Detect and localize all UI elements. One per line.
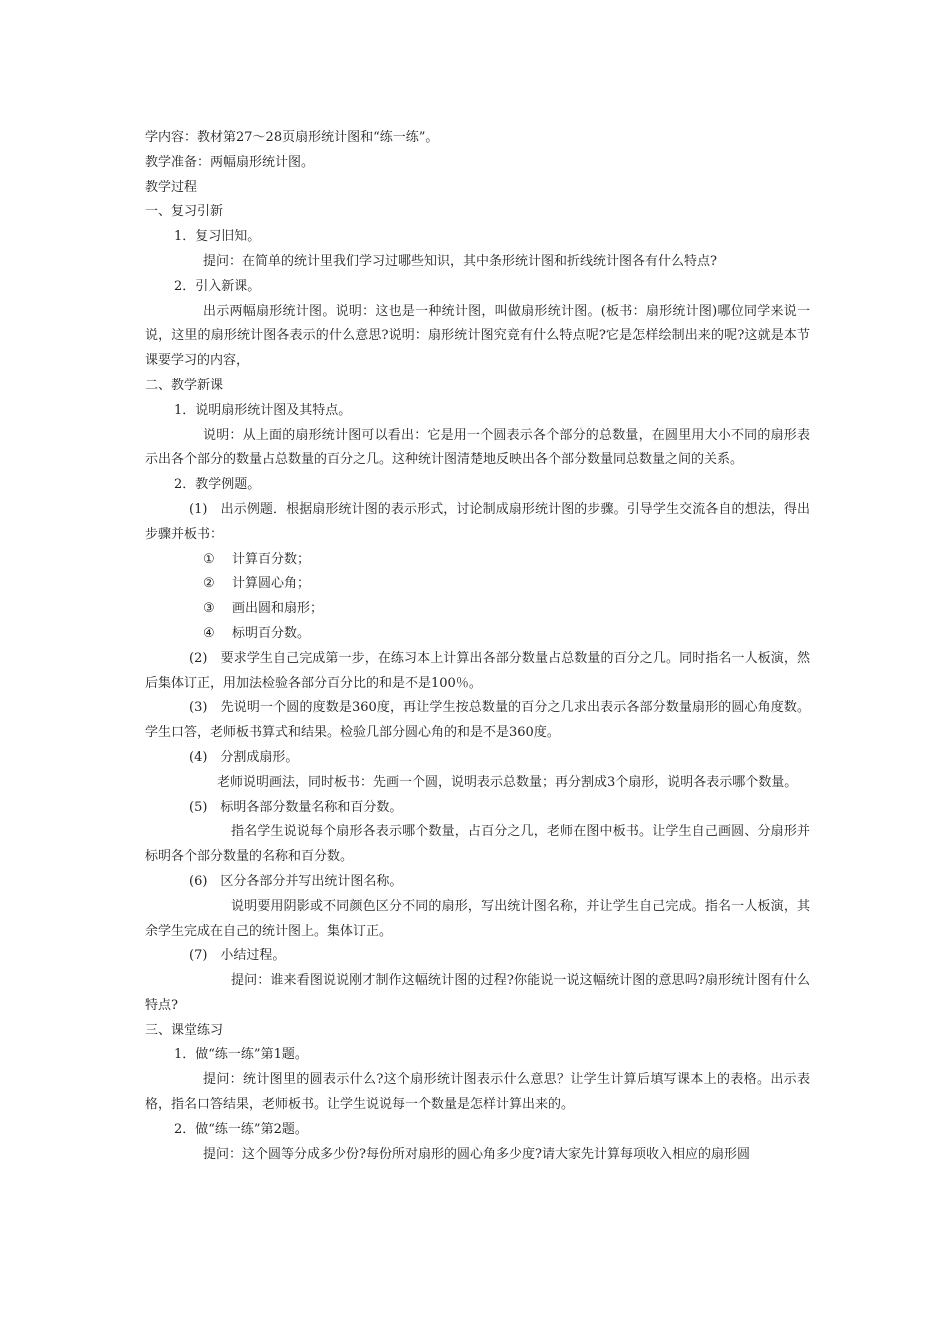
subsection-heading: 2．做“练一练”第2题。 bbox=[174, 1121, 308, 1137]
text-line: 教学准备：两幅扇形统计图。 bbox=[145, 154, 315, 170]
paragraph: (2) 要求学生自己完成第一步，在练习本上计算出各部分数量占总数量的百分之几。同时指名一人板演，然后集体订正，用加法检验各部分百分比的和是不是100％。 bbox=[145, 650, 810, 691]
section-heading: 一、复习引新 bbox=[145, 204, 224, 220]
step-text: 标明百分数。 bbox=[232, 625, 311, 641]
step-heading: (5) 标明各部分数量名称和百分数。 bbox=[189, 799, 403, 815]
paragraph: (1) 出示例题．根据扇形统计图的表示形式，讨论制成扇形统计图的步骤。引导学生交流各自的想法，得出步骤并板书： bbox=[145, 501, 810, 542]
step-heading: (6) 区分各部分并写出统计图名称。 bbox=[189, 873, 403, 889]
step-number: ③ bbox=[203, 601, 215, 617]
subsection-heading: 2．教学例题。 bbox=[174, 477, 261, 493]
section-heading: 三、课堂练习 bbox=[145, 1022, 224, 1038]
text-line: 学内容：教材第27～28页扇形统计图和“练一练”。 bbox=[145, 130, 439, 145]
step-text: 计算百分数； bbox=[232, 551, 311, 567]
text-line: 提问：在简单的统计里我们学习过哪些知识，其中条形统计图和折线统计图各有什么特点? bbox=[203, 253, 717, 269]
step-heading: (7) 小结过程。 bbox=[189, 948, 286, 964]
step-item bbox=[145, 572, 810, 597]
step-text: 计算圆心角； bbox=[232, 576, 311, 592]
step-number: ④ bbox=[203, 625, 215, 641]
section-heading: 教学过程 bbox=[145, 179, 198, 195]
subsection-heading: 2．引入新课。 bbox=[174, 278, 261, 294]
paragraph: 提问：谁来看图说说刚才制作这幅统计图的过程?你能说一说这幅统计图的意思吗?扇形统计图有什么特点? bbox=[145, 973, 810, 1013]
paragraph: 说明要用阴影或不同颜色区分不同的扇形，写出统计图名称，并让学生自己完成。指名一人板演，其余学生完成在自己的统计图上。集体订正。 bbox=[145, 898, 810, 939]
paragraph: 出示两幅扇形统计图。说明：这也是一种统计图，叫做扇形统计图。(板书：扇形统计图)哪位同学来说一说，这里的扇形统计图各表示的什么意思?说明：扇形统计图究竟有什么特点呢?它是怎样绘制出来的呢?这就是本节课要学习的内容， bbox=[145, 303, 810, 369]
paragraph: 指名学生说说每个扇形各表示哪个数量，占百分之几，老师在图中板书。让学生自己画圆、分扇形并标明各个部分数量的名称和百分数。 bbox=[145, 824, 810, 865]
paragraph: (3) 先说明一个圆的度数是360度，再让学生按总数量的百分之几求出表示各部分数量扇形的圆心角度数。学生口答，老师板书算式和结果。检验几部分圆心角的和是不是360度。 bbox=[145, 700, 810, 741]
subsection-heading: 1．做“练一练”第1题。 bbox=[174, 1047, 308, 1063]
subsection-heading: 1．复习旧知。 bbox=[174, 229, 261, 245]
document-body bbox=[145, 126, 810, 1167]
step-heading: (4) 分割成扇形。 bbox=[189, 749, 299, 765]
step-item bbox=[145, 548, 810, 573]
section-heading: 二、教学新课 bbox=[145, 377, 224, 393]
subsection-heading: 1．说明扇形统计图及其特点。 bbox=[174, 402, 352, 418]
paragraph: 老师说明画法，同时板书：先画一个圆，说明表示总数量；再分割成3个扇形，说明各表示哪个数量。 bbox=[217, 774, 798, 790]
step-item bbox=[145, 622, 810, 647]
step-number: ② bbox=[203, 576, 215, 592]
paragraph: 说明：从上面的扇形统计图可以看出：它是用一个圆表示各个部分的总数量，在圆里用大小不同的扇形表示出各个部分的数量占总数量的百分之几。这种统计图清楚地反映出各个部分数量同总数量之间的关系。 bbox=[145, 427, 810, 468]
step-text: 画出圆和扇形； bbox=[232, 601, 324, 617]
paragraph: 提问：统计图里的圆表示什么?这个扇形统计图表示什么意思？让学生计算后填写课本上的表格。出示表格，指名口答结果，老师板书。让学生说说每一个数量是怎样计算出来的。 bbox=[145, 1072, 810, 1113]
step-item bbox=[145, 597, 810, 622]
text-line: 提问：这个圆等分成多少份?每份所对扇形的圆心角多少度?请大家先计算每项收入相应的扇形圆 bbox=[203, 1146, 750, 1162]
step-number: ① bbox=[203, 551, 215, 567]
